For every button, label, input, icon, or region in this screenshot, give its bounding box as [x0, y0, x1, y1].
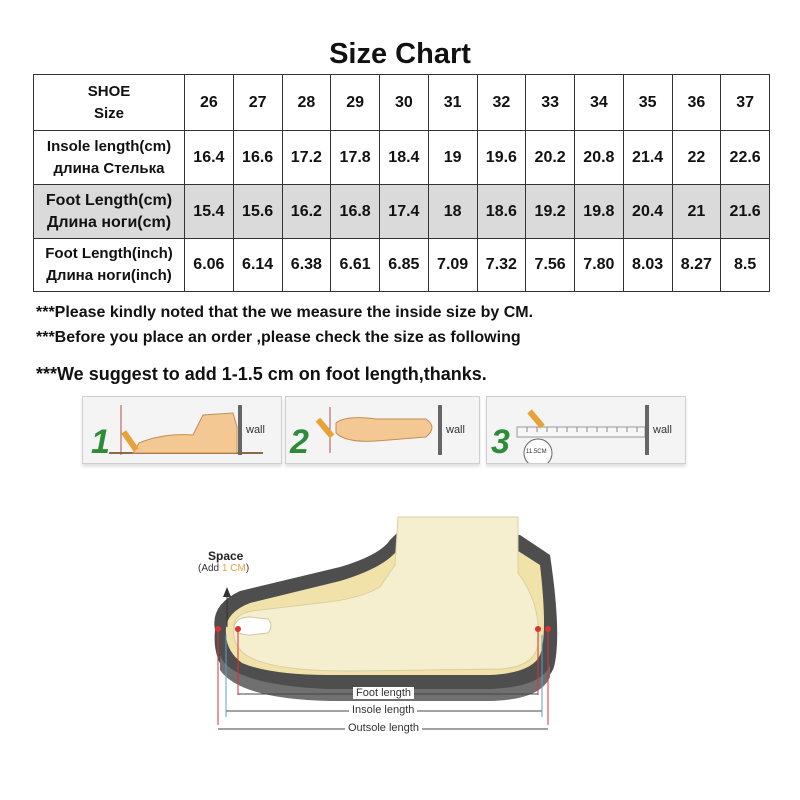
value-cell: 7.09	[428, 239, 477, 292]
size-cell: 33	[526, 75, 575, 131]
shoe-diagram	[190, 495, 580, 755]
wall-label: wall	[246, 424, 265, 436]
size-cell: 31	[428, 75, 477, 131]
value-cell: 19.6	[477, 131, 526, 185]
value-cell: 16.4	[185, 131, 234, 185]
size-cell: 27	[233, 75, 282, 131]
value-cell: 19	[428, 131, 477, 185]
value-cell: 22.6	[721, 131, 770, 185]
value-cell: 18.6	[477, 185, 526, 239]
size-cell: 32	[477, 75, 526, 131]
measure-steps	[82, 396, 687, 464]
size-cell: 30	[380, 75, 429, 131]
row-label: длина Стелька	[53, 159, 165, 177]
row-label: Foot Length(inch)	[45, 245, 173, 262]
space-label: Space	[208, 549, 244, 563]
size-cell: 28	[282, 75, 331, 131]
value-cell: 6.85	[380, 239, 429, 292]
space-sub-accent: 1 CM	[221, 563, 246, 574]
value-cell: 16.8	[331, 185, 380, 239]
size-cell: 34	[575, 75, 624, 131]
row-label: Foot Length(cm)	[45, 191, 173, 209]
note-add-length: ***We suggest to add 1-1.5 cm on foot length,thanks.	[36, 364, 487, 384]
row-label: Длина ноги(cm)	[46, 213, 172, 231]
value-cell: 22	[672, 131, 721, 185]
value-cell: 15.6	[233, 185, 282, 239]
step-3-panel	[486, 396, 686, 464]
value-cell: 16.2	[282, 185, 331, 239]
size-chart-table	[33, 74, 770, 292]
row-header-cell	[34, 185, 185, 239]
row-header-cell	[34, 75, 185, 131]
size-cell: 36	[672, 75, 721, 131]
table-row	[34, 131, 770, 185]
size-cell: 35	[623, 75, 672, 131]
value-cell: 15.4	[185, 185, 234, 239]
step-number: 1	[91, 423, 110, 461]
row-label: SHOE	[87, 82, 131, 100]
value-cell: 20.8	[575, 131, 624, 185]
table-row	[34, 239, 770, 292]
value-cell: 8.03	[623, 239, 672, 292]
value-cell: 20.4	[623, 185, 672, 239]
value-cell: 18	[428, 185, 477, 239]
value-cell: 6.61	[331, 239, 380, 292]
value-cell: 17.4	[380, 185, 429, 239]
table-row	[34, 75, 770, 131]
value-cell: 20.2	[526, 131, 575, 185]
value-cell: 8.5	[721, 239, 770, 292]
wall-label: wall	[653, 424, 672, 436]
insole-length-label: Insole length	[349, 704, 417, 716]
step-1-panel	[82, 396, 282, 464]
value-cell: 19.2	[526, 185, 575, 239]
value-cell: 17.2	[282, 131, 331, 185]
value-cell: 7.56	[526, 239, 575, 292]
value-cell: 19.8	[575, 185, 624, 239]
value-cell: 21	[672, 185, 721, 239]
table-row	[34, 185, 770, 239]
note-check-size: ***Before you place an order ,please check the size as following	[36, 329, 521, 346]
value-cell: 7.32	[477, 239, 526, 292]
size-cell: 29	[331, 75, 380, 131]
step-number: 3	[491, 423, 510, 461]
value-cell: 6.38	[282, 239, 331, 292]
step-number: 2	[290, 423, 309, 461]
row-label: Длина ноги(inch)	[46, 267, 172, 284]
outsole-length-label: Outsole length	[345, 722, 422, 734]
space-sub-label	[198, 563, 249, 574]
row-header-cell	[34, 239, 185, 292]
foot-length-label: Foot length	[353, 687, 414, 699]
value-cell: 6.06	[185, 239, 234, 292]
value-cell: 18.4	[380, 131, 429, 185]
value-cell: 17.8	[331, 131, 380, 185]
value-cell: 6.14	[233, 239, 282, 292]
row-label: Insole length(cm)	[46, 137, 172, 155]
size-cell: 37	[721, 75, 770, 131]
wall-label: wall	[446, 424, 465, 436]
value-cell: 8.27	[672, 239, 721, 292]
space-sub-prefix: (Add	[198, 563, 222, 574]
measurement-badge: 11.5CM	[526, 449, 547, 455]
size-cell: 26	[185, 75, 234, 131]
page-title: Size Chart	[329, 38, 471, 70]
step-2-panel	[285, 396, 480, 464]
row-header-cell	[34, 131, 185, 185]
value-cell: 16.6	[233, 131, 282, 185]
shoe-foot-illustration	[190, 495, 580, 755]
value-cell: 21.6	[721, 185, 770, 239]
space-sub-suffix: )	[245, 563, 250, 574]
value-cell: 21.4	[623, 131, 672, 185]
note-inside-size: ***Please kindly noted that the we measure the inside size by CM.	[36, 304, 534, 321]
row-label: Size	[93, 104, 124, 122]
value-cell: 7.80	[575, 239, 624, 292]
